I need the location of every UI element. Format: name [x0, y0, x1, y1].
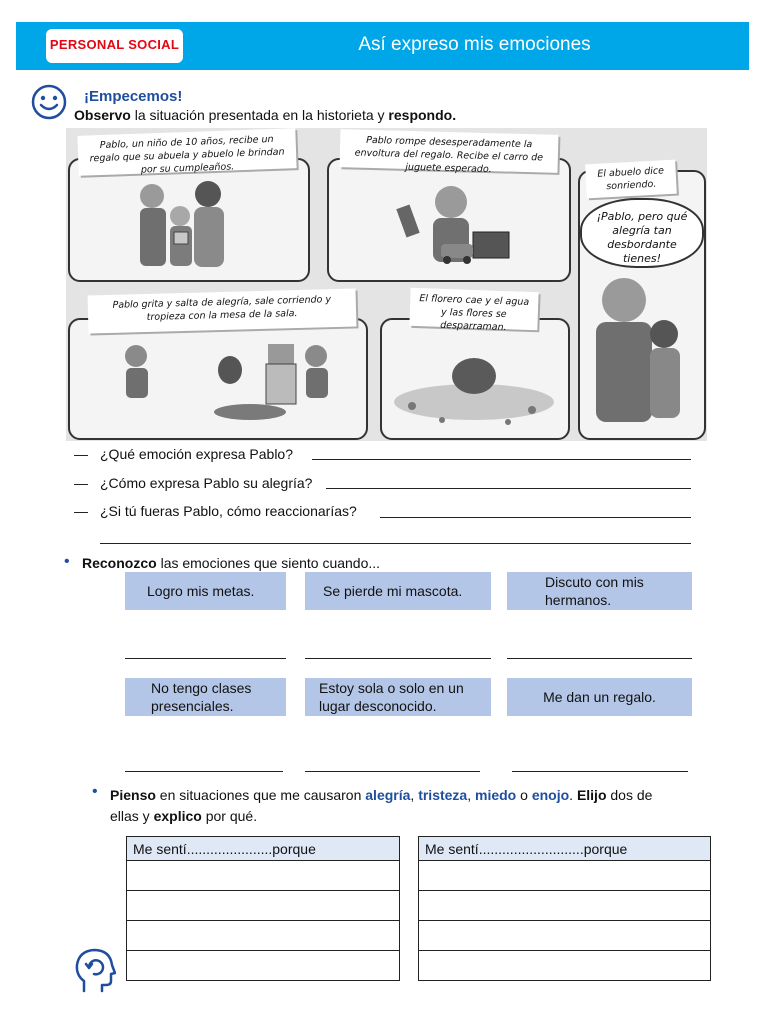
left-answer-table	[126, 836, 400, 981]
emotion-answer-line[interactable]	[125, 771, 283, 772]
think-text: por qué.	[201, 808, 258, 824]
area-tag-label: PERSONAL SOCIAL	[49, 37, 180, 52]
emotion-fear: miedo	[475, 787, 517, 803]
bullet-icon: •	[92, 783, 98, 800]
comic-caption-4: El florero cae y el agua y las flores se desparraman.	[409, 288, 538, 330]
instruction-bold-2: respondo.	[388, 107, 457, 123]
emotion-situation-box: Se pierde mi mascota.	[305, 572, 491, 610]
comic-caption-5: El abuelo dice sonriendo.	[585, 160, 677, 199]
table-answer-row[interactable]	[419, 861, 711, 891]
emotion-situation-box: Logro mis metas.	[125, 572, 286, 610]
think-sep: ,	[410, 787, 419, 803]
table-answer-row[interactable]	[127, 861, 400, 891]
think-sep: ,	[467, 787, 475, 803]
table-answer-row[interactable]	[127, 891, 400, 921]
recognize-prompt	[82, 555, 380, 571]
think-text: dos de	[606, 787, 653, 803]
instruction-text	[74, 107, 456, 123]
area-tag	[46, 29, 183, 63]
answer-line-2[interactable]	[326, 488, 691, 489]
answer-line-1[interactable]	[312, 459, 691, 460]
head-thinking-icon	[74, 947, 116, 993]
comic-caption-3: Pablo grita y salta de alegría, sale corriendo y tropieza con la mesa de la sala.	[88, 288, 357, 333]
page-title: Así expreso mis emociones	[358, 34, 591, 55]
emotion-joy: alegría	[365, 787, 411, 803]
comic-panel-1	[68, 158, 310, 282]
comic-caption-2: Pablo rompe desesperadamente la envoltura del regalo. Recibe el carro de juguete esperado.	[340, 129, 559, 173]
emotion-sadness: tristeza	[418, 787, 468, 803]
question-3: — ¿Si tú fueras Pablo, cómo reaccionarías?	[74, 503, 357, 519]
instruction-bold: Observo	[74, 107, 131, 123]
emotion-answer-line[interactable]	[305, 658, 491, 659]
emotion-situation-box: Discuto con mis hermanos.	[507, 572, 692, 610]
think-sep: o	[516, 787, 532, 803]
comic-panel-4-illustration	[382, 320, 568, 438]
answer-line-4[interactable]	[100, 543, 691, 544]
right-answer-table	[418, 836, 711, 981]
question-1-text: ¿Qué emoción expresa Pablo?	[100, 446, 293, 462]
comic-panel-1-illustration	[70, 160, 308, 280]
think-bold-2: Elijo	[576, 787, 607, 803]
think-text: .	[569, 787, 577, 803]
comic-panel-2-illustration	[329, 160, 569, 280]
comic-panel-3-illustration	[70, 320, 366, 438]
emotion-situation-box: Estoy sola o solo en un lugar desconocido.	[305, 678, 491, 716]
table-answer-row[interactable]	[419, 891, 711, 921]
think-prompt	[110, 785, 700, 827]
emotion-answer-line[interactable]	[507, 658, 692, 659]
recognize-bold: Reconozco	[82, 555, 157, 571]
emotion-situation-box: Me dan un regalo.	[507, 678, 692, 716]
think-text: ellas y	[110, 808, 154, 824]
comic-panel-3	[68, 318, 368, 440]
question-3-text: ¿Si tú fueras Pablo, cómo reaccionarías?	[100, 503, 357, 519]
smiley-face-icon	[31, 84, 67, 120]
comic-panel-2	[327, 158, 571, 282]
table-answer-row[interactable]	[419, 921, 711, 951]
instruction-mid: la situación presentada en la historieta y	[130, 107, 389, 123]
bullet-icon: •	[64, 553, 70, 570]
think-bold-1: Pienso	[110, 787, 156, 803]
section-heading: ¡Empecemos!	[84, 88, 183, 105]
comic-caption-1: Pablo, un niño de 10 años, recibe un regalo que su abuela y abuelo le brindan por su cumpleaños.	[77, 128, 296, 176]
table-header: Me sentí...........................porque	[419, 837, 711, 861]
emotion-answer-line[interactable]	[125, 658, 286, 659]
table-header: Me sentí......................porque	[127, 837, 400, 861]
question-2: — ¿Cómo expresa Pablo su alegría?	[74, 475, 313, 491]
question-1: — ¿Qué emoción expresa Pablo?	[74, 446, 293, 462]
emotion-anger: enojo	[531, 787, 570, 803]
recognize-rest: las emociones que siento cuando...	[156, 555, 381, 571]
comic-panel-4	[380, 318, 570, 440]
emotion-answer-line[interactable]	[512, 771, 688, 772]
speech-bubble: ¡Pablo, pero qué alegría tan desbordante tienes!	[580, 198, 704, 268]
table-answer-row[interactable]	[419, 951, 711, 981]
think-bold-3: explico	[153, 808, 202, 824]
table-answer-row[interactable]	[127, 951, 400, 981]
table-answer-row[interactable]	[127, 921, 400, 951]
answer-line-3[interactable]	[380, 517, 691, 518]
emotion-situation-box: No tengo clases presenciales.	[125, 678, 286, 716]
emotion-answer-line[interactable]	[305, 771, 480, 772]
think-text: en situaciones que me causaron	[155, 787, 366, 803]
question-2-text: ¿Cómo expresa Pablo su alegría?	[100, 475, 313, 491]
